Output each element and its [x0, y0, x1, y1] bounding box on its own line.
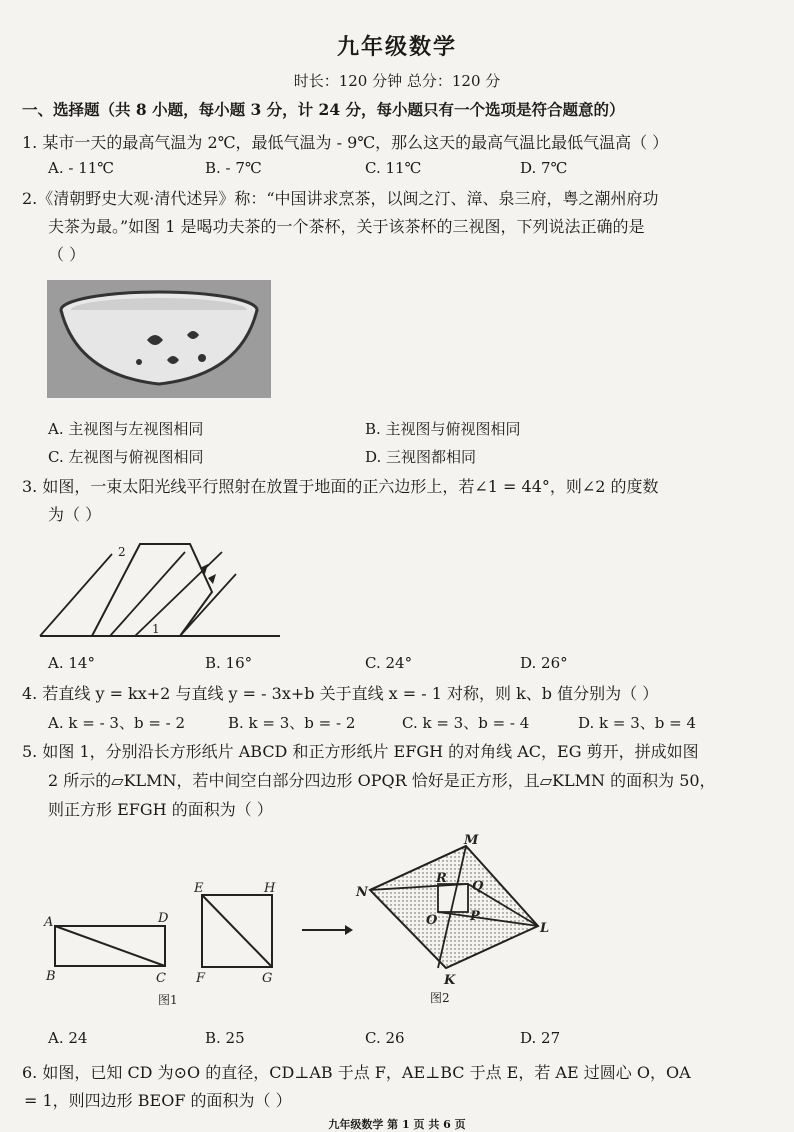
label-l: L	[540, 921, 550, 936]
square-opqr	[438, 884, 468, 912]
label-q: Q	[472, 879, 484, 894]
q5-stem-line2: 2 所示的▱KLMN，若中间空白部分四边形 OPQR 恰好是正方形，且▱KLMN 的面积为 50，	[48, 771, 716, 790]
q6-stem-line2: = 1，则四边形 BEOF 的面积为（ ）	[24, 1091, 292, 1110]
label-m: M	[464, 833, 479, 848]
q2-stem-line3: （ ）	[48, 245, 86, 264]
q5-stem-line1: 5. 如图 1，分别沿长方形纸片 ABCD 和正方形纸片 EFGH 的对角线 AC，EG 剪开，拼成如图	[22, 742, 699, 761]
diagonal-eg	[202, 895, 272, 967]
diagonal-ac	[55, 926, 165, 966]
q6-stem-line1: 6. 如图，已知 CD 为⊙O 的直径，CD⊥AB 于点 F，AE⊥BC 于点 E，若 AE 过圆心 O，OA	[22, 1063, 691, 1082]
q5-option-d: D. 27	[520, 1029, 561, 1047]
q3-option-d: D. 26°	[520, 654, 568, 672]
label-c: C	[156, 971, 166, 986]
exam-info: 时长：120 分钟 总分：120 分	[293, 72, 501, 90]
teacup-photo	[47, 280, 271, 398]
label-n: N	[356, 885, 368, 900]
label-o: O	[426, 913, 438, 928]
q2-option-a: A. 主视图与左视图相同	[48, 420, 204, 438]
sun-ray	[40, 554, 112, 636]
figure-2	[350, 833, 570, 1006]
q2-stem-line2: 夫茶为最。”如图 1 是喝功夫茶的一个茶杯，关于该茶杯的三视图，下列说法正确的是	[48, 217, 645, 236]
hexagon-sunlight-figure	[40, 534, 280, 644]
label-k: K	[444, 973, 456, 988]
q4-stem: 4. 若直线 y = kx+2 与直线 y = - 3x+b 关于直线 x = - 1 对称，则 k、b 值分别为（ ）	[22, 684, 659, 703]
q4-option-a: A. k = - 3、b = - 2	[48, 714, 186, 732]
label-b: B	[46, 969, 56, 984]
label-p: P	[470, 909, 480, 924]
figure-1-caption: 图1	[158, 993, 178, 1007]
q4-option-c: C. k = 3、b = - 4	[402, 714, 530, 732]
page-footer: 九年级数学 第 1 页 共 6 页	[328, 1118, 466, 1131]
q1-option-c: C. 11℃	[365, 159, 422, 177]
q2-option-c: C. 左视图与俯视图相同	[48, 448, 204, 466]
q5-stem-line3: 则正方形 EFGH 的面积为（ ）	[48, 800, 273, 819]
q5-option-b: B. 25	[205, 1029, 245, 1047]
page-title: 九年级数学	[336, 34, 457, 60]
q4-option-d: D. k = 3、b = 4	[578, 714, 697, 732]
label-d: D	[158, 911, 169, 926]
angle-2-label: 2	[118, 545, 126, 559]
q3-option-c: C. 24°	[365, 654, 413, 672]
q1-option-b: B. - 7℃	[205, 159, 262, 177]
q2-option-b: B. 主视图与俯视图相同	[365, 420, 521, 438]
q3-stem-line1: 3. 如图，一束太阳光线平行照射在放置于地面的正六边形上，若∠1 = 44°，则∠2 的度数	[22, 477, 659, 496]
label-e: E	[194, 881, 204, 896]
q5-option-c: C. 26	[365, 1029, 405, 1047]
label-g: G	[262, 971, 273, 986]
label-f: F	[196, 971, 206, 986]
angle-1-label: 1	[152, 622, 160, 636]
ray-arrow-icon	[208, 574, 216, 584]
label-a: A	[44, 915, 54, 930]
q3-stem-line2: 为（ ）	[48, 505, 102, 524]
q3-option-b: B. 16°	[205, 654, 253, 672]
q2-stem-line1: 2.《清朝野史大观·清代述异》称：“中国讲求烹茶，以闽之汀、漳、泉三府，粤之潮州府功	[22, 189, 659, 208]
q1-option-d: D. 7℃	[520, 159, 568, 177]
figure-2-caption: 图2	[430, 991, 450, 1005]
q1-option-a: A. - 11℃	[48, 159, 115, 177]
q3-option-a: A. 14°	[48, 654, 95, 672]
section-heading: 一、选择题（共 8 小题，每小题 3 分，计 24 分，每小题只有一个选项是符合题意的）	[22, 100, 625, 119]
label-r: R	[436, 871, 447, 886]
q1-stem: 1. 某市一天的最高气温为 2℃，最低气温为 - 9℃，那么这天的最高气温比最低气温高（ ）	[22, 133, 669, 152]
figure-1	[40, 880, 330, 1010]
label-h: H	[264, 881, 276, 896]
q2-option-d: D. 三视图都相同	[365, 448, 477, 466]
q5-option-a: A. 24	[48, 1029, 88, 1047]
q4-option-b: B. k = 3、b = - 2	[228, 714, 356, 732]
